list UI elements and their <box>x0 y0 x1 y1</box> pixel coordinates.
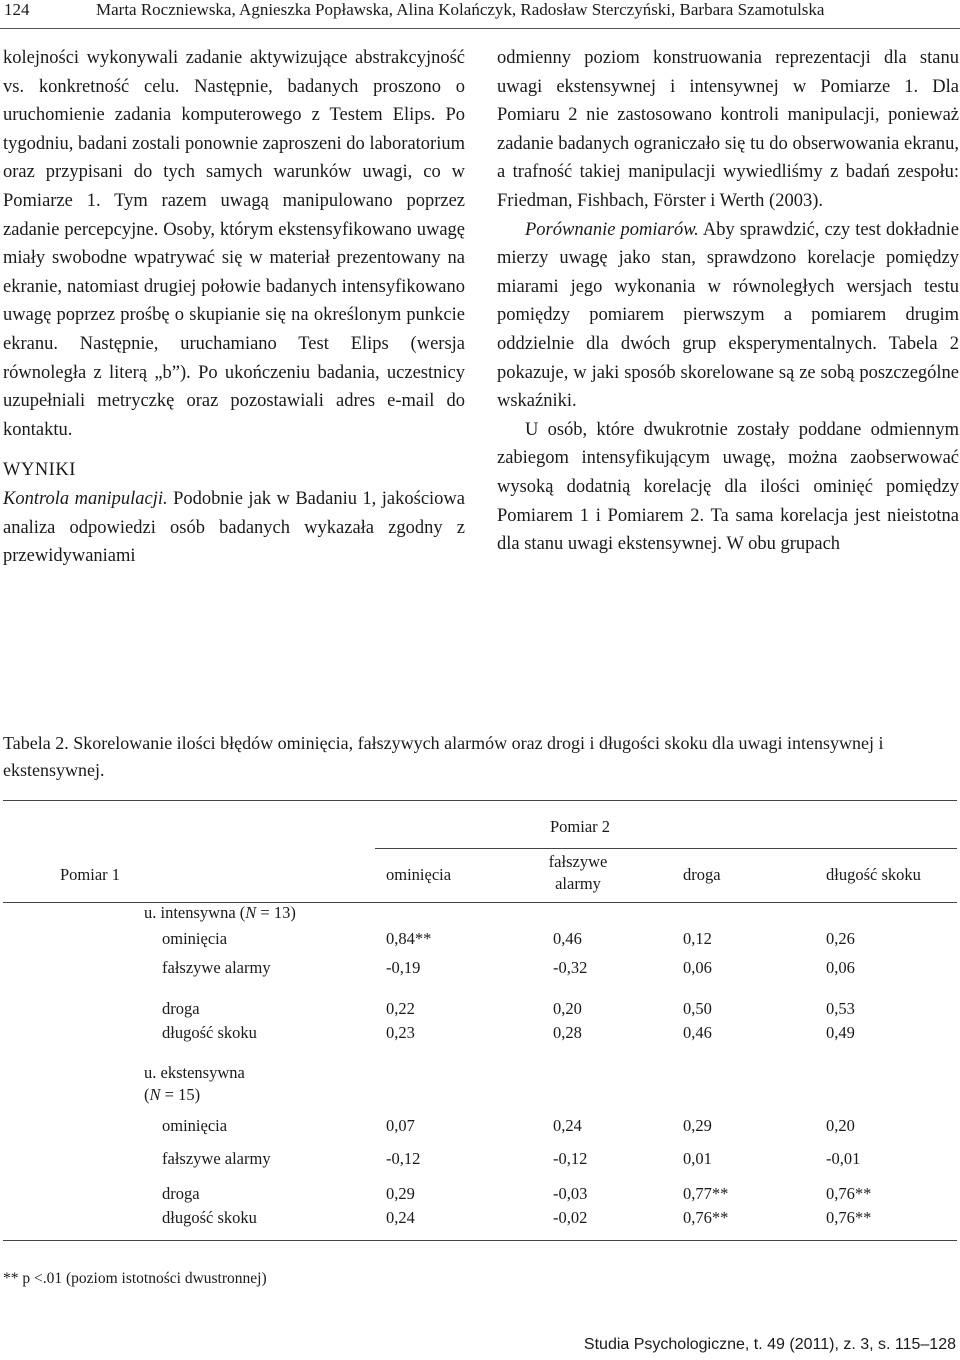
table-row-header: Pomiar 1 <box>60 865 121 884</box>
table-cell: 0,01 <box>683 1149 712 1168</box>
table-cell: 0,07 <box>386 1116 415 1135</box>
paragraph: odmienny poziom konstruowania reprezentacji dla stanu uwagi ekstensywnej i intensywnej w Pomiarze 1. Dla Pomiaru 2 nie zastosowano kontroli manipulacji, ponieważ zadanie badanych ograniczało się tu do obserwowania ekranu, a trafność takiej manipulacji wywiedliśmy z badań zespołu: Friedman, Fishbach, Förster i Werth (2003). <box>497 48 959 211</box>
table-cell: -0,19 <box>386 958 421 977</box>
row-label: ominięcia <box>162 929 228 948</box>
table-cell: 0,20 <box>553 999 582 1018</box>
journal-citation: Studia Psychologiczne, t. 49 (2011), z. 3, s. 115–128 <box>583 1336 956 1353</box>
table-cell: 0,50 <box>683 999 712 1018</box>
group-label: (N = 15) <box>144 1085 201 1104</box>
table-cell: -0,01 <box>826 1149 861 1168</box>
run-in-heading: Kontrola manipulacji. <box>3 488 168 509</box>
table-caption: Tabela 2. Skorelowanie ilości błędów ominięcia, fałszywych alarmów oraz drogi i długości skoku dla uwagi intensywnej i ekstensywnej. <box>3 733 884 780</box>
paragraph-text: Podobnie jak w Badaniu 1, jakościowa analiza odpowiedzi osób badanych wykazała zgodny z przewidywaniami <box>3 488 465 567</box>
table-cell: 0,28 <box>553 1023 582 1042</box>
group-label: u. ekstensywna <box>144 1063 245 1082</box>
row-label: długość skoku <box>162 1023 257 1042</box>
page-number: 124 <box>4 0 30 19</box>
paragraph: U osób, które dwukrotnie zostały poddane odmiennym zabiegom intensyfikującym uwagę, można zaobserwować wysoką dodatnią korelację dla ilości ominięć pomiędzy Pomiarem 1 i Pomiarem 2. Ta sama korelacja jest nieistotna dla stanu uwagi ekstensywnej. W obu grupach <box>497 419 959 555</box>
table-cell: 0,29 <box>386 1184 415 1203</box>
table-cell: -0,12 <box>386 1149 421 1168</box>
row-label: droga <box>162 999 200 1018</box>
paragraph: kolejności wykonywali zadanie aktywizujące abstrakcyjność vs. konkretność celu. Następnie, badanych proszono o uruchomienie zadania komputerowego z Testem Elips. Po tygodniu, badani zostali ponownie zaproszeni do laboratorium oraz przypisani do tych samych warunków uwagi, co w Pomiarze 1. Tym razem uwagą manipulowano poprzez zadanie percepcyjne. Osoby, którym ekstensyfikowano uwagę miały swobodne wpatrywać się w materiał prezentowany na ekranie, natomiast drugiej połowie badanych intensyfikowano uwagę poprzez prośbę o skupianie się na określonym punkcie ekranu. Następnie, uruchamiano Test Elips (wersja równoległa z literą „b”). Po ukończeniu badania, uczestnicy uzupełniali metryczkę oraz pozostawiali adres e-mail do kontaktu. <box>3 48 465 440</box>
table-cell: 0,12 <box>683 929 712 948</box>
table-cell: 0,84** <box>386 929 432 948</box>
table-cell: 0,46 <box>553 929 582 948</box>
table-cell: 0,76** <box>683 1208 729 1227</box>
table-cell: 0,22 <box>386 999 415 1018</box>
table-cell: -0,12 <box>553 1149 588 1168</box>
running-head: Marta Roczniewska, Agnieszka Popławska, Alina Kolańczyk, Radosław Sterczyński, Barbara Szamotulska <box>96 0 825 19</box>
left-column <box>3 44 465 571</box>
page-header <box>0 0 960 24</box>
table-group-rule <box>375 848 957 849</box>
table-cell: 0,49 <box>826 1023 855 1042</box>
n-variable: N <box>149 1085 161 1104</box>
n-variable: N <box>245 903 257 922</box>
row-label: ominięcia <box>162 1116 228 1135</box>
table-cell: 0,76** <box>826 1208 872 1227</box>
table-cell: -0,03 <box>553 1184 588 1203</box>
row-label: fałszywe alarmy <box>162 958 271 977</box>
table-footnote: ** p <.01 (poziom istotności dwustronnej) <box>3 1270 267 1287</box>
column-header: ominięcia <box>386 865 452 884</box>
table-cell: 0,46 <box>683 1023 712 1042</box>
table-cell: -0,32 <box>553 958 588 977</box>
section-heading: WYNIKI <box>3 460 76 481</box>
right-column <box>497 44 959 559</box>
table-cell: 0,77** <box>683 1184 729 1203</box>
table-cell: 0,24 <box>553 1116 582 1135</box>
table-top-rule <box>3 800 957 801</box>
table-cell: 0,20 <box>826 1116 855 1135</box>
paragraph-text: Aby sprawdzić, czy test dokładnie mierzy uwagę jako stan, sprawdzono korelacje pomiędzy miarami jego wykonania w równoległych wersjach testu pomiędzy pomiarem pierwszym a pomiarem drugim oddzielnie dla dwóch grup eksperymentalnych. Tabela 2 pokazuje, w jaki sposób skorelowane są ze sobą poszczególne wskaźniki. <box>497 219 959 412</box>
table-cell: 0,23 <box>386 1023 415 1042</box>
header-rule <box>0 28 960 29</box>
table-cell: -0,02 <box>553 1208 588 1227</box>
table-cell: 0,53 <box>826 999 855 1018</box>
table-cell: 0,24 <box>386 1208 415 1227</box>
table-cell: 0,26 <box>826 929 855 948</box>
run-in-heading: Porównanie pomiarów. <box>525 219 699 240</box>
table-cell: 0,06 <box>826 958 855 977</box>
row-label: długość skoku <box>162 1208 257 1227</box>
column-header: długość skoku <box>826 865 921 884</box>
paragraph <box>497 216 959 416</box>
table-bottom-rule <box>3 1240 957 1241</box>
column-header: fałszywe alarmy <box>548 852 608 893</box>
table-group-header: Pomiar 2 <box>550 817 611 836</box>
table-cell: 0,29 <box>683 1116 712 1135</box>
table-cell: 0,06 <box>683 958 712 977</box>
row-label: fałszywe alarmy <box>162 1149 271 1168</box>
group-label: u. intensywna (N = 13) <box>144 903 296 922</box>
paragraph <box>3 485 465 571</box>
column-header: droga <box>683 865 721 884</box>
row-label: droga <box>162 1184 200 1203</box>
table-cell: 0,76** <box>826 1184 872 1203</box>
